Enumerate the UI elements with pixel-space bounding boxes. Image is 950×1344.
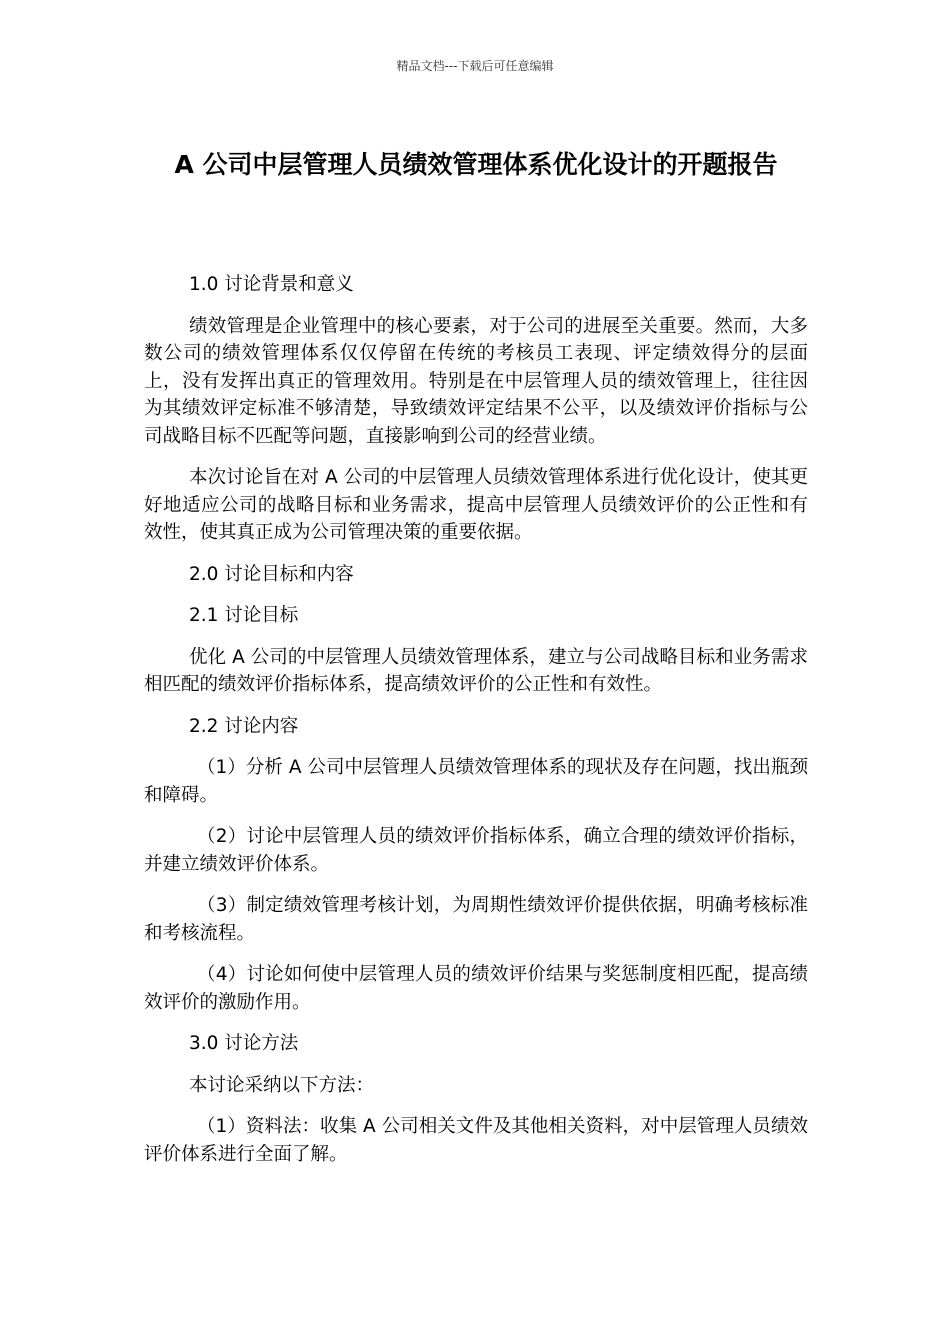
section-heading-2: 2.0 讨论目标和内容 bbox=[189, 563, 354, 585]
list-item: （3）制定绩效管理考核计划，为周期性绩效评价提供依据，明确考核标准和考核流程。 bbox=[144, 895, 808, 944]
paragraph: 绩效管理是企业管理中的核心要素，对于公司的进展至关重要。然而，大多数公司的绩效管理体系仅仅停留在传统的考核员工表现、评定绩效得分的层面上，没有发挥出真正的管理效用。特别是在中层管理人员的绩效管理上，往往因为其绩效评定标准不够清楚，导致绩效评定结果不公平，以及绩效评价指标与公司战略目标不匹配等问题，直接影响到公司的经营业绩。 bbox=[144, 315, 808, 447]
section-heading-3: 3.0 讨论方法 bbox=[189, 1033, 299, 1054]
paragraph: 优化 A 公司的中层管理人员绩效管理体系，建立与公司战略目标和业务需求相匹配的绩效评价指标体系，提高绩效评价的公正性和有效性。 bbox=[144, 646, 808, 695]
section-heading-1: 1.0 讨论背景和意义 bbox=[189, 274, 354, 295]
list-item: （1）分析 A 公司中层管理人员绩效管理体系的现状及存在问题，找出瓶颈和障碍。 bbox=[144, 757, 808, 806]
paragraph: 本次讨论旨在对 A 公司的中层管理人员绩效管理体系进行优化设计，使其更好地适应公司的战略目标和业务需求，提高中层管理人员绩效评价的公正性和有效性，使其真正成为公司管理决策的重要依据。 bbox=[144, 467, 808, 543]
section-heading-2-2: 2.2 讨论内容 bbox=[189, 715, 299, 737]
paragraph: 本讨论采纳以下方法： bbox=[189, 1074, 375, 1096]
document-body bbox=[144, 271, 808, 1182]
list-item: （2）讨论中层管理人员的绩效评价指标体系，确立合理的绩效评价指标，并建立绩效评价体系。 bbox=[144, 826, 808, 875]
list-item: （1）资料法：收集 A 公司相关文件及其他相关资料，对中层管理人员绩效评价体系进行全面了解。 bbox=[144, 1116, 808, 1165]
list-item: （4）讨论如何使中层管理人员的绩效评价结果与奖惩制度相匹配，提高绩效评价的激励作用。 bbox=[144, 964, 808, 1013]
document-title: A 公司中层管理人员绩效管理体系优化设计的开题报告 bbox=[174, 150, 778, 179]
section-heading-2-1: 2.1 讨论目标 bbox=[189, 605, 299, 626]
header-note: 精品文档---下载后可任意编辑 bbox=[396, 59, 554, 73]
